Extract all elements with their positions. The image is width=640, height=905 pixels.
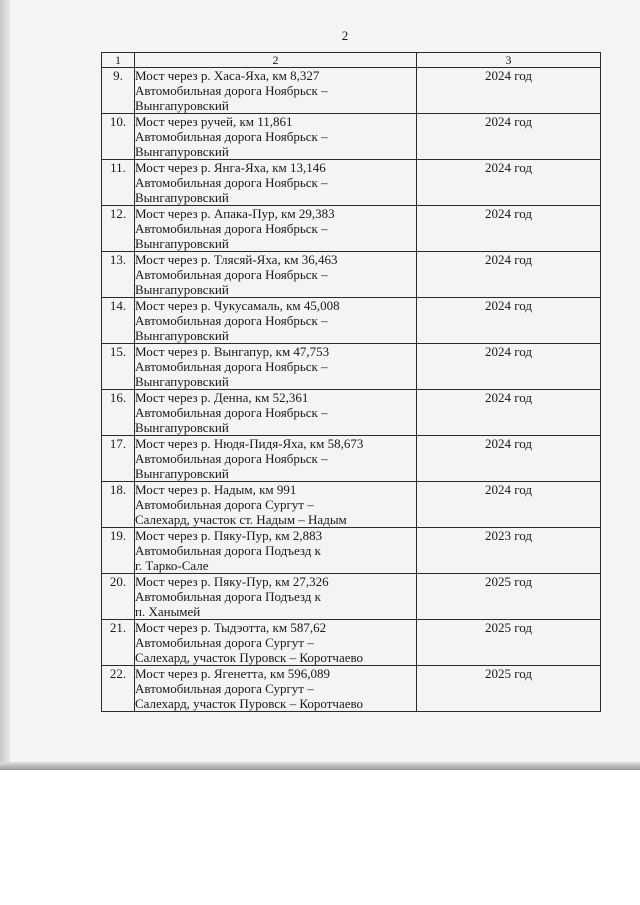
scan-shadow-left bbox=[0, 0, 10, 770]
object-name-line1: Мост через р. Тлясяй-Яха, км 36,463 bbox=[135, 252, 338, 267]
table-row bbox=[102, 390, 601, 436]
table-row bbox=[102, 252, 601, 298]
object-name-line3: п. Ханымей bbox=[135, 604, 201, 619]
table-row bbox=[102, 68, 601, 114]
bridges-table bbox=[101, 52, 601, 712]
object-name-line2: Автомобильная дорога Ноябрьск – bbox=[135, 359, 328, 374]
year-cell: 2025 год bbox=[417, 574, 601, 620]
row-number-cell: 22. bbox=[102, 666, 135, 712]
row-number-cell: 20. bbox=[102, 574, 135, 620]
object-name-line3: Салехард, участок ст. Надым – Надым bbox=[135, 512, 347, 527]
object-name-cell bbox=[135, 252, 417, 298]
object-name-cell bbox=[135, 482, 417, 528]
object-name-line1: Мост через р. Чукусамаль, км 45,008 bbox=[135, 298, 340, 313]
object-name-line3: г. Тарко-Сале bbox=[135, 558, 209, 573]
row-number-cell: 15. bbox=[102, 344, 135, 390]
row-number-cell: 17. bbox=[102, 436, 135, 482]
table-row bbox=[102, 528, 601, 574]
object-name-line1: Мост через р. Пяку-Пур, км 2,883 bbox=[135, 528, 323, 543]
year-cell: 2025 год bbox=[417, 666, 601, 712]
scan-shadow-bottom bbox=[0, 762, 640, 770]
object-name-line1: Мост через р. Денна, км 52,361 bbox=[135, 390, 309, 405]
object-name-line2: Автомобильная дорога Ноябрьск – bbox=[135, 267, 328, 282]
year-cell: 2024 год bbox=[417, 482, 601, 528]
object-name-line1: Мост через р. Апака-Пур, км 29,383 bbox=[135, 206, 335, 221]
row-number-cell: 11. bbox=[102, 160, 135, 206]
object-name-line2: Автомобильная дорога Ноябрьск – bbox=[135, 83, 328, 98]
row-number-cell: 19. bbox=[102, 528, 135, 574]
object-name-line2: Автомобильная дорога Сургут – bbox=[135, 635, 314, 650]
row-number-cell: 14. bbox=[102, 298, 135, 344]
table-row bbox=[102, 298, 601, 344]
object-name-cell bbox=[135, 574, 417, 620]
object-name-cell bbox=[135, 436, 417, 482]
header-cell-num: 1 bbox=[102, 53, 135, 68]
object-name-line2: Автомобильная дорога Сургут – bbox=[135, 681, 314, 696]
object-name-line1: Мост через р. Ягенетта, км 596,089 bbox=[135, 666, 331, 681]
year-cell: 2024 год bbox=[417, 114, 601, 160]
object-name-line3: Вынгапуровский bbox=[135, 466, 229, 481]
row-number-cell: 16. bbox=[102, 390, 135, 436]
object-name-line3: Вынгапуровский bbox=[135, 144, 229, 159]
object-name-line1: Мост через р. Надым, км 991 bbox=[135, 482, 297, 497]
year-cell: 2024 год bbox=[417, 344, 601, 390]
object-name-cell bbox=[135, 528, 417, 574]
year-cell: 2024 год bbox=[417, 390, 601, 436]
object-name-line3: Вынгапуровский bbox=[135, 236, 229, 251]
table-row bbox=[102, 114, 601, 160]
row-number-cell: 18. bbox=[102, 482, 135, 528]
object-name-line3: Вынгапуровский bbox=[135, 282, 229, 297]
object-name-cell bbox=[135, 666, 417, 712]
object-name-cell bbox=[135, 298, 417, 344]
object-name-line2: Автомобильная дорога Ноябрьск – bbox=[135, 405, 328, 420]
row-number-cell: 12. bbox=[102, 206, 135, 252]
object-name-line2: Автомобильная дорога Ноябрьск – bbox=[135, 451, 328, 466]
table-row bbox=[102, 574, 601, 620]
object-name-line2: Автомобильная дорога Ноябрьск – bbox=[135, 313, 328, 328]
year-cell: 2024 год bbox=[417, 160, 601, 206]
table-row bbox=[102, 206, 601, 252]
object-name-cell bbox=[135, 114, 417, 160]
header-cell-year: 3 bbox=[417, 53, 601, 68]
object-name-line2: Автомобильная дорога Ноябрьск – bbox=[135, 175, 328, 190]
object-name-cell bbox=[135, 344, 417, 390]
object-name-cell bbox=[135, 206, 417, 252]
object-name-line2: Автомобильная дорога Ноябрьск – bbox=[135, 129, 328, 144]
object-name-line3: Вынгапуровский bbox=[135, 190, 229, 205]
row-number-cell: 21. bbox=[102, 620, 135, 666]
object-name-line2: Автомобильная дорога Ноябрьск – bbox=[135, 221, 328, 236]
row-number-cell: 10. bbox=[102, 114, 135, 160]
object-name-line3: Вынгапуровский bbox=[135, 98, 229, 113]
year-cell: 2024 год bbox=[417, 206, 601, 252]
object-name-line2: Автомобильная дорога Сургут – bbox=[135, 497, 314, 512]
table-header-row bbox=[102, 53, 601, 68]
table-row bbox=[102, 482, 601, 528]
object-name-line1: Мост через р. Вынгапур, км 47,753 bbox=[135, 344, 330, 359]
object-name-cell bbox=[135, 160, 417, 206]
object-name-line3: Салехард, участок Пуровск – Коротчаево bbox=[135, 696, 364, 711]
year-cell: 2024 год bbox=[417, 68, 601, 114]
object-name-line1: Мост через р. Нюдя-Пидя-Яха, км 58,673 bbox=[135, 436, 364, 451]
object-name-line2: Автомобильная дорога Подъезд к bbox=[135, 589, 321, 604]
table-row bbox=[102, 620, 601, 666]
object-name-line3: Вынгапуровский bbox=[135, 420, 229, 435]
table-row bbox=[102, 160, 601, 206]
page-number: 2 bbox=[341, 28, 349, 43]
object-name-line1: Мост через р. Янга-Яха, км 13,146 bbox=[135, 160, 326, 175]
object-name-line3: Вынгапуровский bbox=[135, 328, 229, 343]
row-number-cell: 9. bbox=[102, 68, 135, 114]
header-cell-name: 2 bbox=[135, 53, 417, 68]
year-cell: 2024 год bbox=[417, 436, 601, 482]
table-row bbox=[102, 344, 601, 390]
object-name-line1: Мост через р. Пяку-Пур, км 27,326 bbox=[135, 574, 329, 589]
year-cell: 2023 год bbox=[417, 528, 601, 574]
year-cell: 2025 год bbox=[417, 620, 601, 666]
row-number-cell: 13. bbox=[102, 252, 135, 298]
object-name-cell bbox=[135, 68, 417, 114]
object-name-line1: Мост через р. Хаса-Яха, км 8,327 bbox=[135, 68, 320, 83]
object-name-line1: Мост через ручей, км 11,861 bbox=[135, 114, 293, 129]
year-cell: 2024 год bbox=[417, 252, 601, 298]
object-name-line3: Салехард, участок Пуровск – Коротчаево bbox=[135, 650, 364, 665]
year-cell: 2024 год bbox=[417, 298, 601, 344]
object-name-line3: Вынгапуровский bbox=[135, 374, 229, 389]
table-row bbox=[102, 666, 601, 712]
object-name-line1: Мост через р. Тыдэотта, км 587,62 bbox=[135, 620, 327, 635]
object-name-cell bbox=[135, 390, 417, 436]
object-name-line2: Автомобильная дорога Подъезд к bbox=[135, 543, 321, 558]
object-name-cell bbox=[135, 620, 417, 666]
table-row bbox=[102, 436, 601, 482]
